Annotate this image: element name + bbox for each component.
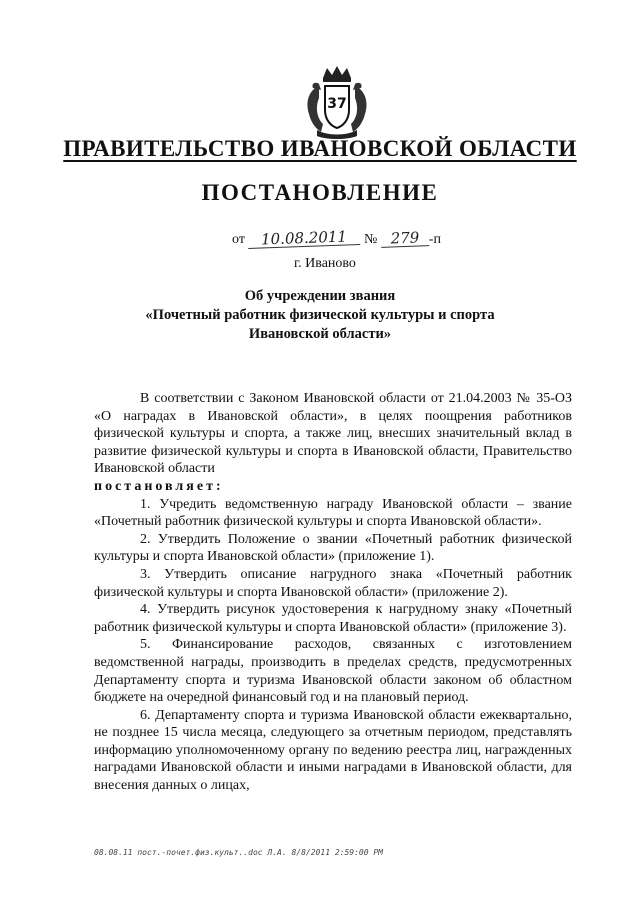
- item-paragraph: 2. Утвердить Положение о звании «Почетный работник физической культуры и спорта Ивановской области» (приложение 1).: [94, 531, 572, 565]
- number-suffix: -п: [428, 232, 441, 247]
- document-type: ПОСТАНОВЛЕНИЕ: [201, 180, 439, 205]
- resolves-word: постановляет:: [94, 478, 224, 494]
- subject-line-1: Об учреждении звания: [244, 288, 396, 304]
- from-label: от: [232, 232, 245, 247]
- number-label: №: [363, 232, 378, 247]
- date-number-line: [232, 227, 441, 249]
- government-title: ПРАВИТЕЛЬСТВО ИВАНОВСКОЙ ОБЛАСТИ: [63, 136, 577, 161]
- item-paragraph: 6. Департаменту спорта и туризма Ивановской области ежеквартально, не позднее 15 числа месяца, следующего за отчетным периодом, представлять информацию уполномоченному органу по ведению реестра лиц, награжденных наградами Ивановской области и иными наградами в Ивановской области, для внесения данных о лицах,: [94, 707, 572, 794]
- subject-heading: [0, 287, 640, 344]
- intro-text: В соответствии с Законом Ивановской области от 21.04.2003 № 35-ОЗ «О наградах в Ивановской области», в целях поощрения работников физической культуры и спорта, а также лиц, внесших значительный вклад в развитие физической культуры и спорта в Ивановской области, Правительство Ивановской области: [94, 391, 572, 477]
- emblem-numeral: 37: [327, 96, 347, 112]
- item-paragraph: 1. Учредить ведомственную награду Ивановской области – звание «Почетный работник физической культуры и спорта Ивановской области».: [94, 496, 572, 530]
- intro-paragraph: [94, 390, 572, 496]
- item-paragraph: 4. Утвердить рисунок удостоверения к нагрудному знаку «Почетный работник физической культуры и спорта Ивановской области» (приложение 3).: [94, 602, 572, 635]
- handwritten-date: 10.08.2011: [248, 228, 361, 249]
- file-footer: 08.08.11 пост.-почет.физ.культ..doc Л.А. 8/8/2011 2:59:00 PM: [94, 848, 383, 857]
- city: г. Иваново: [294, 256, 356, 271]
- subject-line-3: Ивановской области»: [248, 326, 392, 342]
- document-body: [94, 390, 572, 795]
- item-paragraph: 3. Утвердить описание нагрудного знака «Почетный работник физической культуры и спорта Ивановской области» (приложение 2).: [94, 566, 572, 600]
- coat-of-arms-icon: [299, 64, 375, 140]
- subject-line-2: «Почетный работник физической культуры и спорта: [145, 307, 495, 323]
- handwritten-number: 279: [381, 229, 430, 248]
- item-paragraph: 5. Финансирование расходов, связанных с изготовлением ведомственной награды, производить в пределах средств, предусмотренных Департаменту спорта и туризма Ивановской области законом об областном бюджете на очередной финансовый год и на плановый период.: [94, 637, 572, 706]
